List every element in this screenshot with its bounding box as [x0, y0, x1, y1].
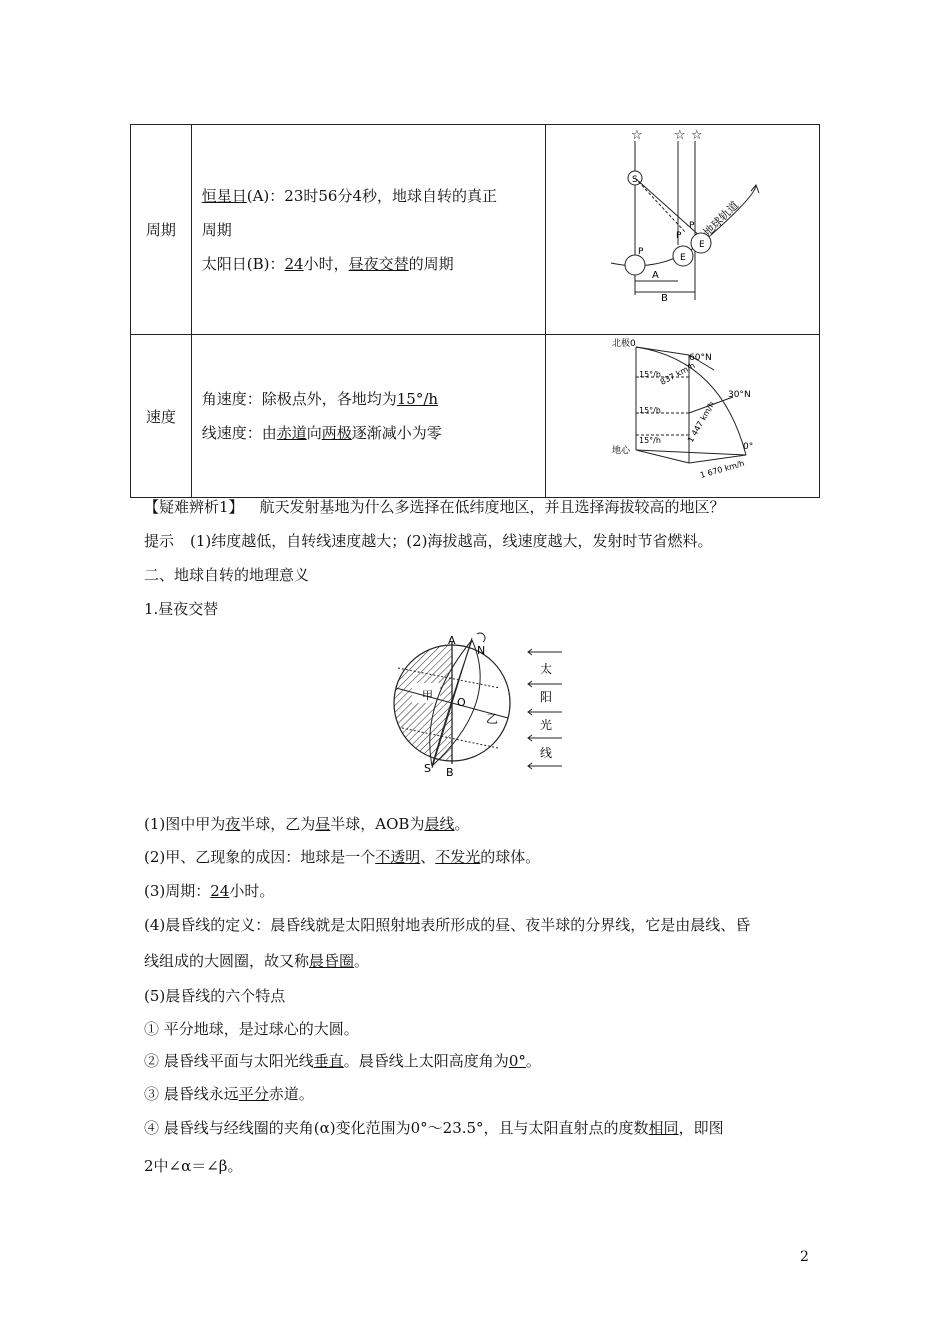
- text-span: 。: [525, 1052, 541, 1070]
- text-span: (2)甲、乙现象的成因：地球是一个: [144, 848, 376, 866]
- text-span: 小时。: [229, 882, 275, 900]
- text-span: 。: [354, 952, 370, 970]
- text-span: 。: [454, 815, 470, 833]
- underlined-answer: 24: [210, 882, 230, 900]
- text-span: 赤道。: [268, 1085, 314, 1103]
- text-span: 向: [306, 424, 322, 442]
- linear-speed-diagram: [546, 335, 818, 493]
- paragraph: [144, 1018, 359, 1039]
- b-label: B: [660, 293, 668, 304]
- text-span: 24: [284, 254, 304, 273]
- speed-30-label: 1 447 km/h: [685, 399, 717, 444]
- underlined-answer: 不发光: [435, 848, 481, 866]
- sidereal-day-diagram: [546, 125, 818, 330]
- text-line: [202, 179, 545, 213]
- underlined-answer: 晨线: [424, 815, 455, 833]
- row-label-speed: 速度: [131, 335, 192, 498]
- row-content-speed: [191, 335, 545, 498]
- text-span: 周期: [201, 220, 232, 239]
- hint-line: [144, 530, 713, 551]
- day-night-globe-figure: [380, 628, 580, 778]
- e-label: E: [679, 253, 686, 263]
- s-label: S: [424, 762, 431, 775]
- text-span: 小时，: [303, 254, 349, 273]
- b-label: B: [446, 766, 454, 778]
- text-span: 线速度：由: [201, 424, 277, 442]
- text-span: (A)：23时56分4秒，地球自转的真正: [246, 186, 498, 205]
- hint-label: 提示: [144, 532, 175, 550]
- page-number: 2: [800, 1249, 809, 1265]
- text-span: (1)图中甲为: [144, 815, 226, 833]
- subsection-heading: 1.昼夜交替: [144, 600, 219, 618]
- angular-speed-label: 15°/h: [638, 370, 661, 379]
- text-span: ① 平分地球，是过球心的大圆。: [144, 1020, 359, 1038]
- paragraph: [144, 950, 369, 971]
- sunlight-label: 太: [540, 662, 553, 676]
- text-span: 角速度：除极点外，各地均为: [201, 390, 397, 408]
- p-label: P: [675, 231, 682, 241]
- question-body: 航天发射基地为什么多选择在低纬度地区，并且选择海拔较高的地区？: [259, 498, 725, 516]
- paragraph: [144, 1050, 541, 1071]
- north-pole-label: 北极0: [611, 339, 636, 349]
- question-line: [144, 496, 725, 517]
- table-row-speed: [131, 335, 820, 498]
- figure-sidereal-day: [545, 125, 819, 335]
- speed-0-label: 1 670 km/h: [699, 458, 746, 480]
- star-icon: ☆: [690, 128, 703, 143]
- text-span: (3)周期：: [144, 882, 211, 900]
- underlined-answer: 0°: [508, 1052, 526, 1070]
- text-span: 半球，AOB为: [330, 815, 425, 833]
- text-span: 的周期: [408, 254, 454, 273]
- paragraph: [144, 1117, 724, 1138]
- angular-speed-label: 15°/h: [638, 436, 661, 445]
- text-span: 、: [420, 848, 436, 866]
- p-label: P: [688, 221, 695, 231]
- underlined-answer: 夜: [225, 815, 241, 833]
- paragraph: [144, 1155, 242, 1176]
- n-label: N: [477, 644, 486, 657]
- text-span: 昼夜交替: [348, 254, 409, 273]
- a-label: A: [651, 270, 659, 281]
- speed-60-label: 837 km/h: [658, 360, 697, 387]
- sunlight-label: 阳: [540, 690, 553, 704]
- text-span: ④ 晨昏线与经线圈的夹角(α)变化范围为0°～23.5°，且与太阳直射点的度数: [144, 1119, 649, 1137]
- section-heading: 二、地球自转的地理意义: [144, 566, 310, 584]
- text-span: 半球，乙为: [240, 815, 316, 833]
- text-line: [202, 382, 545, 416]
- paragraph: [144, 846, 540, 867]
- table-row-period: [131, 125, 820, 335]
- text-span: 的球体。: [480, 848, 541, 866]
- sunlight-label: 光: [540, 718, 553, 732]
- orbit-label: 地球轨道: [700, 198, 742, 240]
- latitude-60-label: 60°N: [688, 353, 712, 363]
- text-span: 逐渐减小为零: [351, 424, 442, 442]
- text-line: [202, 213, 545, 247]
- text-line: [202, 416, 545, 450]
- row-content-period: [191, 125, 545, 335]
- underlined-answer: 相同: [648, 1119, 679, 1137]
- underlined-answer: 不透明: [375, 848, 421, 866]
- text-span: 恒星日: [201, 186, 247, 205]
- sunlight-label: 线: [540, 746, 553, 760]
- earth-center-label: 地心: [611, 446, 630, 456]
- equator-label: 0°: [742, 442, 754, 452]
- text-line: [202, 247, 545, 281]
- text-span: 15°/h: [396, 390, 439, 408]
- text-span: (4)晨昏线的定义：晨昏线就是太阳照射地表所形成的昼、夜半球的分界线，它是由晨线、昏: [144, 916, 751, 934]
- underlined-answer: 昼: [315, 815, 331, 833]
- text-span: 。晨昏线上太阳高度角为: [343, 1052, 509, 1070]
- a-label: A: [448, 634, 456, 647]
- text-span: (5)晨昏线的六个特点: [144, 987, 286, 1005]
- text-span: 2中∠α＝∠β。: [144, 1157, 243, 1175]
- latitude-30-label: 30°N: [727, 390, 751, 400]
- text-span: ② 晨昏线平面与太阳光线: [144, 1052, 314, 1070]
- paragraph: [144, 880, 274, 901]
- text-span: 太阳日(B)：: [201, 254, 285, 273]
- text-span: 赤道: [276, 424, 307, 442]
- e-label: E: [698, 240, 705, 250]
- yi-label: 乙: [486, 712, 499, 726]
- text-span: 线组成的大圆圈，故又称: [144, 952, 310, 970]
- paragraph: [144, 914, 750, 935]
- text-span: ③ 晨昏线永远: [144, 1085, 239, 1103]
- p-label: P: [637, 247, 644, 257]
- paragraph: [144, 813, 469, 834]
- sun-label: S: [631, 175, 638, 185]
- rotation-table: [130, 124, 820, 498]
- paragraph: [144, 985, 285, 1006]
- row-label-period: 周期: [131, 125, 192, 335]
- question-title: 【疑难辨析1】: [144, 498, 244, 516]
- text-span: ，即图: [678, 1119, 724, 1137]
- o-label: O: [457, 696, 466, 709]
- underlined-answer: 垂直: [313, 1052, 344, 1070]
- hint-body: (1)纬度越低，自转线速度越大；(2)海拔越高，线速度越大，发射时节省燃料。: [190, 532, 713, 550]
- figure-linear-speed: [545, 335, 819, 498]
- text-span: 两极: [321, 424, 352, 442]
- star-icon: ☆: [630, 128, 643, 143]
- jia-label: 甲: [422, 689, 433, 702]
- angular-speed-label: 15°/h: [638, 406, 661, 415]
- paragraph: [144, 1083, 314, 1104]
- underlined-answer: 平分: [238, 1085, 269, 1103]
- underlined-answer: 晨昏圈: [309, 952, 355, 970]
- star-icon: ☆: [673, 128, 686, 143]
